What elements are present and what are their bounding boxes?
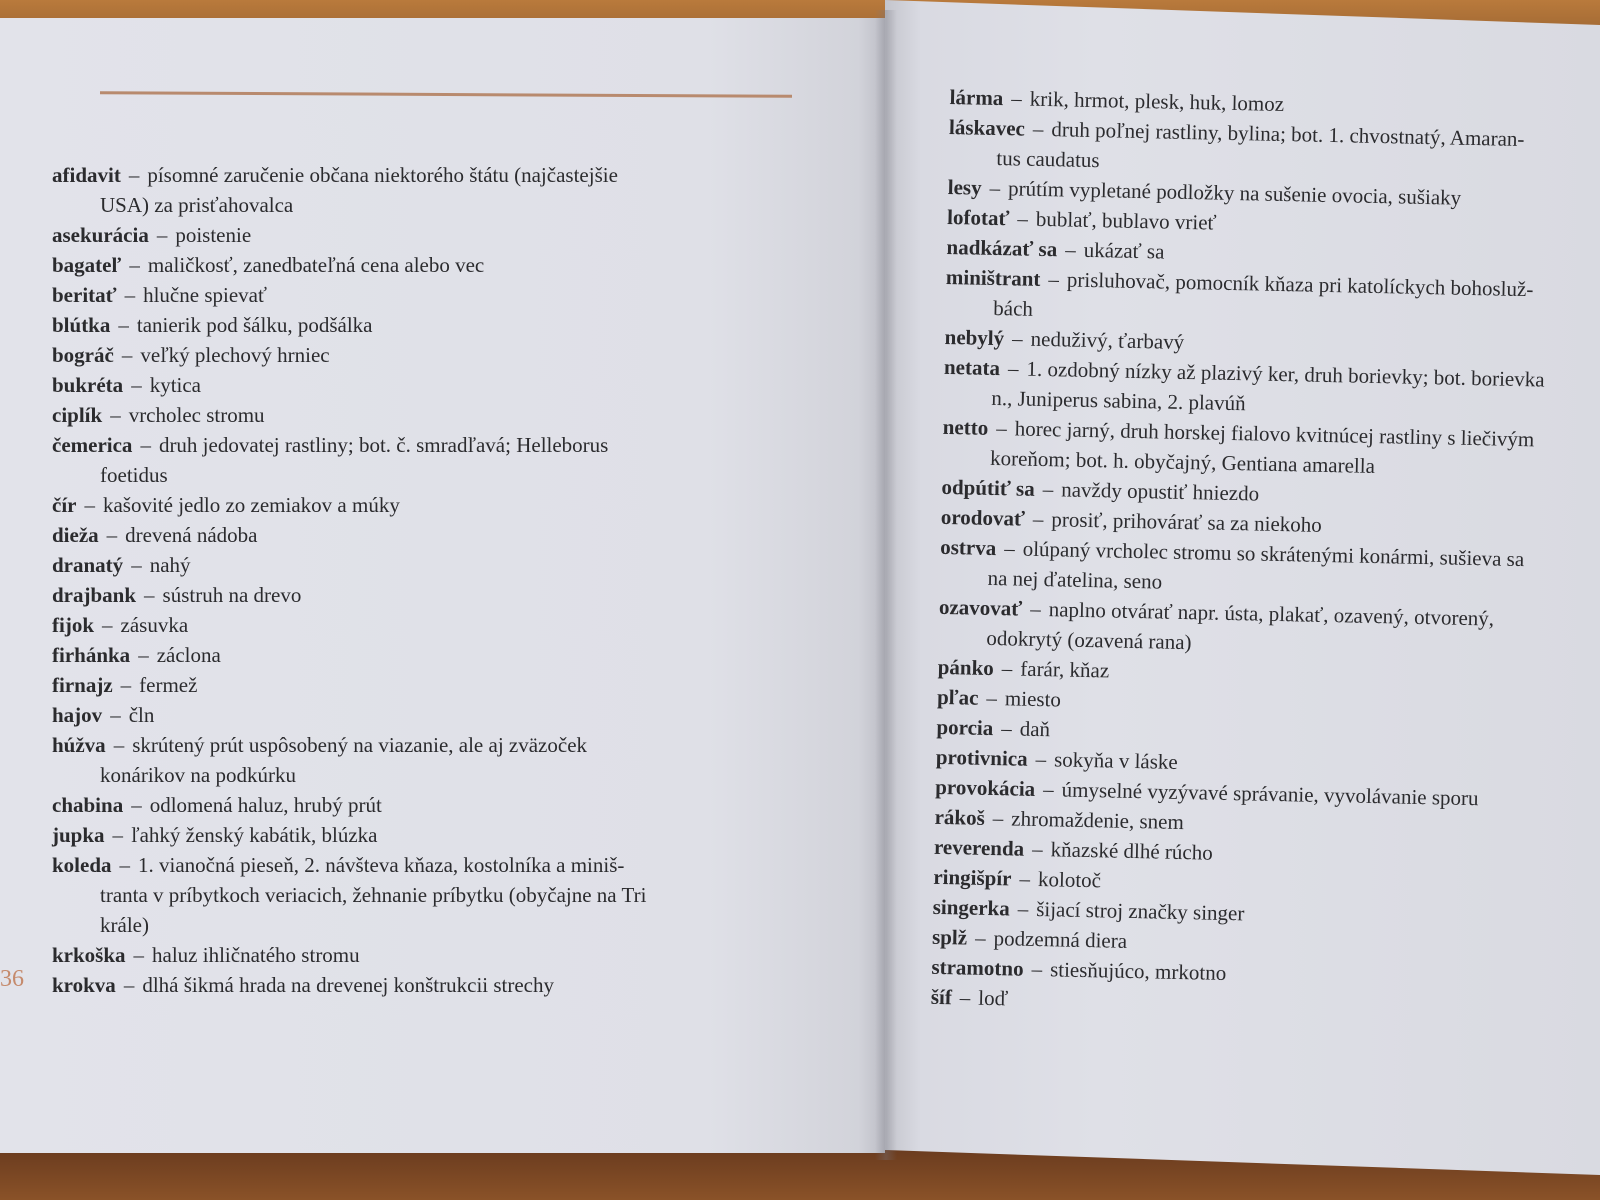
entry-term: firnajz (52, 673, 113, 697)
entry-dash: – (1011, 326, 1023, 351)
entry-definition: dlhá šikmá hrada na drevenej konštrukcii strechy (142, 973, 555, 997)
glossary-entry (52, 550, 792, 580)
entry-dash: – (1032, 506, 1044, 532)
entry-dash: – (110, 703, 121, 727)
entry-dash: – (112, 823, 124, 847)
entry-continuation: tus caudatus (996, 145, 1100, 173)
entry-dash: – (123, 973, 135, 997)
entry-definition: daň (1019, 716, 1051, 742)
entry-definition: druh poľnej rastliny, bylina; bot. 1. chvostnatý, Amaran- (1051, 117, 1525, 152)
entry-dash: – (1003, 536, 1015, 561)
entry-definition: drevená nádoba (125, 523, 258, 547)
entry-dash: – (133, 943, 145, 967)
entry-term: reverenda (933, 834, 1025, 861)
glossary-entry (52, 970, 792, 1000)
entry-term: blútka (52, 313, 111, 337)
entry-continuation: konárikov na podkúrku (100, 763, 296, 787)
entry-term: dranatý (52, 553, 124, 577)
entry-term: lesy (947, 174, 982, 200)
entry-dash: – (1065, 237, 1077, 262)
entry-continuation: n., Juniperus sabina, 2. plavúň (991, 385, 1246, 416)
entry-definition: veľký plechový hrniec (140, 343, 330, 367)
entry-dash: – (1001, 716, 1013, 741)
entry-term: fijok (52, 613, 94, 637)
glossary-entry (52, 340, 792, 370)
glossary-entry (52, 280, 792, 310)
entry-definition: maličkosť, zanedbateľná cena alebo vec (147, 253, 485, 277)
entry-term: ciplík (52, 403, 103, 427)
entry-definition: hlučne spievať (143, 283, 267, 307)
entry-term: pánko (937, 654, 995, 681)
entry-continuation: tranta v príbytkoch veriacich, žehnanie príbytku (obyčajne na Tri (100, 883, 647, 907)
entry-dash: – (1011, 86, 1023, 111)
entry-definition: vrcholec stromu (128, 403, 265, 427)
glossary-entry (52, 520, 792, 550)
glossary-entry (52, 490, 792, 520)
entry-dash: – (1019, 866, 1031, 891)
entry-term: čemerica (52, 433, 133, 457)
entry-definition: poistenie (175, 223, 252, 247)
entry-definition: prosiť, prihovárať sa za niekoho (1051, 507, 1323, 537)
entry-term: krkoška (52, 943, 126, 967)
entry-continuation: USA) za prisťahovalca (100, 193, 294, 217)
entry-dash: – (131, 553, 142, 577)
entry-dash: – (1007, 356, 1019, 381)
entry-term: láskavec (948, 114, 1026, 141)
entry-definition: stiesňujúco, mrkotno (1049, 957, 1227, 985)
entry-definition: tanierik pod šálku, podšálka (136, 313, 373, 337)
entry-term: splž (931, 924, 968, 950)
entry-definition: nahý (149, 553, 191, 577)
entry-definition: záclona (156, 643, 221, 667)
entry-definition: krik, hrmot, plesk, huk, lomoz (1029, 86, 1285, 116)
entry-definition: písomné zaručenie občana niektorého štátu (najčastejšie (147, 163, 618, 187)
glossary-entry (52, 730, 792, 790)
entry-definition: naplno otvárať napr. ústa, plakať, ozavený, otvorený, (1048, 597, 1495, 631)
entry-dash: – (959, 985, 971, 1010)
entry-definition: kňazské dlhé rúcho (1050, 837, 1213, 865)
entry-continuation: foetidus (100, 463, 168, 487)
entry-dash: – (84, 493, 95, 517)
entry-definition: miesto (1004, 686, 1062, 712)
entry-dash: – (106, 523, 118, 547)
entry-term: firhánka (52, 643, 131, 667)
entry-continuation: koreňom; bot. h. obyčajný, Gentiana amarella (989, 445, 1376, 478)
entry-dash: – (140, 433, 151, 457)
entry-term: stramotno (931, 954, 1024, 981)
entry-dash: – (156, 223, 168, 247)
entry-definition: kolotoč (1037, 867, 1102, 893)
entry-dash: – (138, 643, 149, 667)
entry-definition: 1. vianočná pieseň, 2. návšteva kňaza, kostolníka a miniš- (138, 853, 625, 877)
entry-continuation: odokrytý (ozavená rana) (986, 625, 1192, 655)
entry-dash: – (1017, 896, 1029, 921)
entry-definition: horec jarný, druh horskej fialovo kvitnúcej rastliny s liečivým (1014, 416, 1535, 452)
entry-term: netata (943, 354, 1001, 381)
entry-dash: – (128, 163, 140, 187)
entry-definition: olúpaný vrcholec stromu so skrátenými konármi, sušieva sa (1022, 536, 1525, 572)
entry-term: nadkázať sa (946, 234, 1058, 262)
entry-dash: – (992, 806, 1004, 831)
entry-definition: kašovité jedlo zo zemiakov a múky (102, 493, 400, 517)
entry-dash: – (1029, 596, 1041, 622)
entry-definition: skrútený prút uspôsobený na viazanie, ale aj zväzoček (132, 733, 588, 757)
entry-definition: bublať, bublavo vrieť (1035, 206, 1217, 235)
entry-definition: loď (978, 985, 1009, 1011)
entry-term: singerka (932, 894, 1010, 921)
entry-definition: druh jedovatej rastliny; bot. č. smradľavá; Helleborus (158, 433, 609, 457)
entry-term: krokva (52, 973, 116, 997)
entry-definition: ľahký ženský kabátik, blúzka (131, 823, 378, 847)
entry-definition: 1. ozdobný nízky až plazivý ker, druh borievky; bot. borievka (1026, 356, 1545, 392)
glossary-entry (52, 310, 792, 340)
entry-dash: – (113, 733, 125, 757)
entry-term: orodovať (940, 504, 1026, 531)
entry-definition: zhromaždenie, snem (1011, 806, 1185, 835)
entry-dash: – (1042, 477, 1054, 502)
entry-term: bagateľ (52, 253, 122, 277)
glossary-entry (52, 160, 792, 220)
entry-term: hajov (52, 703, 103, 727)
entry-dash: – (124, 283, 136, 307)
entry-definition: prisluhovač, pomocník kňaza pri katolíckych bohosluž- (1066, 267, 1534, 302)
entry-term: šíf (930, 984, 953, 1010)
entry-term: provokácia (934, 774, 1036, 801)
entry-term: koleda (52, 853, 112, 877)
entry-dash: – (120, 673, 132, 697)
entry-term: jupka (52, 823, 105, 847)
entry-dash: – (1042, 777, 1054, 802)
glossary-column-left (52, 160, 792, 1000)
entry-term: húžva (52, 733, 106, 757)
entry-dash: – (110, 403, 121, 427)
glossary-entry (52, 220, 792, 250)
entry-definition: čln (128, 703, 155, 727)
entry-dash: – (989, 175, 1001, 201)
entry-term: nebylý (944, 324, 1005, 351)
entry-term: bukréta (52, 373, 124, 397)
entry-dash: – (118, 313, 129, 337)
entry-term: miništrant (945, 264, 1041, 291)
entry-term: bográč (52, 343, 114, 367)
glossary-entry (52, 940, 792, 970)
entry-definition: ukázať sa (1083, 237, 1165, 264)
entry-term: čír (52, 493, 77, 517)
entry-term: rákoš (934, 804, 986, 830)
entry-dash: – (1001, 656, 1013, 681)
glossary-entry (52, 640, 792, 670)
entry-definition: farár, kňaz (1020, 656, 1110, 683)
entry-definition: fermež (139, 673, 198, 697)
entry-continuation: bách (993, 295, 1034, 321)
entry-dash: – (121, 343, 133, 367)
glossary-entry (52, 670, 792, 700)
entry-term: ringišpír (933, 864, 1012, 891)
entry-definition: odlomená haluz, hrubý prút (149, 793, 382, 817)
entry-dash: – (144, 583, 155, 607)
glossary-entry (52, 790, 792, 820)
entry-dash: – (1035, 746, 1047, 772)
page-number: 36 (0, 966, 24, 992)
glossary-entry (52, 580, 792, 610)
entry-definition: podzemná diera (993, 926, 1128, 953)
glossary-entry (52, 400, 792, 430)
entry-definition: prútím vypletané podložky na sušenie ovocia, sušiaky (1007, 176, 1462, 210)
entry-dash: – (1017, 206, 1029, 231)
entry-dash: – (974, 925, 986, 950)
entry-continuation: na nej ďatelina, seno (987, 565, 1163, 594)
entry-dash: – (129, 253, 140, 277)
entry-dash: – (131, 793, 142, 817)
glossary-entry (52, 250, 792, 280)
entry-dash: – (1048, 267, 1060, 292)
entry-definition: šijací stroj značky singer (1035, 896, 1245, 926)
entry-term: lofotať (946, 204, 1010, 231)
entry-term: protivnica (935, 744, 1028, 771)
glossary-entry (52, 610, 792, 640)
entry-dash: – (102, 613, 113, 637)
entry-dash: – (131, 373, 142, 397)
book-gutter (875, 10, 897, 1160)
entry-definition: úmyselné vyzývavé správanie, vyvolávanie sporu (1061, 777, 1479, 811)
glossary-entry (52, 820, 792, 850)
entry-definition: zásuvka (120, 613, 189, 637)
entry-dash: – (1031, 836, 1043, 862)
entry-term: porcia (936, 714, 994, 741)
entry-dash: – (1031, 956, 1043, 982)
entry-term: lárma (949, 84, 1004, 111)
entry-dash: – (996, 416, 1008, 441)
entry-term: drajbank (52, 583, 137, 607)
entry-dash: – (1032, 116, 1044, 141)
glossary-entry (52, 430, 792, 490)
entry-definition: sokyňa v láske (1053, 747, 1179, 774)
glossary-entry (52, 370, 792, 400)
entry-dash: – (986, 685, 998, 711)
entry-term: chabina (52, 793, 124, 817)
glossary-entry (52, 700, 792, 730)
entry-term: odpútiť sa (941, 474, 1035, 501)
entry-term: asekurácia (52, 223, 149, 247)
entry-term: netto (942, 414, 989, 440)
entry-term: pľac (936, 684, 979, 710)
entry-term: afidavit (52, 163, 121, 187)
entry-definition: sústruh na drevo (162, 583, 302, 607)
entry-dash: – (119, 853, 131, 877)
entry-term: ostrva (940, 534, 997, 561)
glossary-column-right (931, 82, 1590, 1025)
entry-definition: haluz ihličnatého stromu (152, 943, 360, 967)
entry-term: ozavovať (938, 594, 1023, 621)
glossary-entry (52, 850, 792, 940)
entry-definition: neduživý, ťarbavý (1030, 326, 1185, 354)
entry-definition: kytica (149, 373, 201, 397)
entry-definition: navždy opustiť hniezdo (1060, 477, 1260, 506)
entry-term: dieža (52, 523, 99, 547)
entry-term: beritať (52, 283, 117, 307)
entry-continuation: krále) (100, 913, 149, 937)
